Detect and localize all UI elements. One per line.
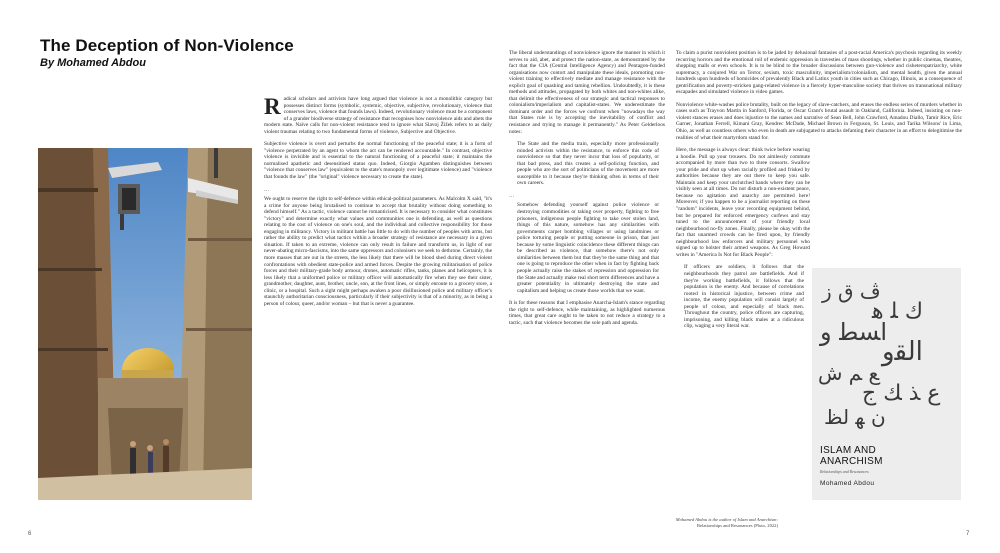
svg-text:ڤ ﻕ ز: ڤ ﻕ ز	[822, 279, 881, 303]
column1-paragraph-3: We ought to reserve the right to self-defence within ethical-political parameters. As Malcolm X said, "it's a crime for anyone being brutalised to continue to accept that brutality without doing something to defend himself." As a tactic, violence cannot be romanticised. It is necessary to consider what constitutes "victory" and determine exactly what values and communities one is defending, as well as questions relating to the cost of violence on one's soul, and the individual and collective responsibility for those engaging in militancy. Victory in militant battle has little to do with the number of peoples with arms, but rather the ability to predict what tactics within a broader strategy of resistance are necessary in a given situation. If taken to an extreme, violence can only result in failure and transform us, in light of our never-abating micro-fascisms, into the same oppressors and colonisers we seek to dethrone. Certainly, the more masses that are out in the streets, the less likely that there will be blood shed during direct violent confrontations with obedient state-police and armed forces. Despite the growing militarisation of police forces and their military-grade body armour, drones, automatic rifles, tanks, planes and helicopters, it is less likely that a uniformed police or military officer will automatically fire when they see their sister, grandmother, daughter, aunt, brother, uncle, son, at the front lines, or simply enroute to a grocery store, a clinic, or a hospital. Such a sight might perhaps awaken a poor disillusioned police and military officer's staunchly authoritarian consciousness, particularly if their subjectivity is that of a minority, as in being a person of colour, queer, and/or woman – but that is never a guarantee.	[264, 196, 492, 307]
column2-ellipsis: …	[509, 192, 515, 199]
book-subtitle: Relationships and Resonances	[820, 469, 869, 474]
column1-paragraph-2: Subjective violence is overt and perturbs the normal functioning of the peaceful state; it is a form of "violence perpetrated by an agent to whom the act can be rendered accountable." In contrast, objective violence is invisible and is essential to the natural functioning of a peaceful state; it maintains the normalised apathetic and desensitised status quo. Indeed, Giorgio Agamben distinguishes between "violence that conserves law" (equivalent to the state's monopoly over legitimate violence) and "violence that founds the law" (the "original" violence necessary to create the state).	[264, 141, 492, 181]
article-column-2	[509, 50, 665, 520]
caption-line-1: Mohamed Abdou is the author of Islam and Anarchism:	[675, 517, 778, 522]
article-column-1	[264, 96, 492, 516]
svg-text:ﺍﻟﻘﻭ: ﺍﻟﻘﻭ	[882, 337, 923, 367]
column1-paragraph-1	[264, 96, 492, 135]
svg-text:ﻙ ﻠ ﻫ: ﻙ ﻠ ﻫ	[872, 299, 924, 324]
svg-text:ﻉ ﺬ ﻚ ﺝ: ﻉ ﺬ ﻚ ﺝ	[862, 381, 941, 406]
arabic-calligraphy-art	[812, 268, 961, 440]
svg-text:ﻥ ﻬ ﻟﻆ: ﻥ ﻬ ﻟﻆ	[824, 405, 886, 429]
column3-quote: If officers are soldiers, it follows that the neighbourhoods they patrol are battlefields. And if they're working battlefields, it follows that the population is the enemy. And because of correlations rooted in historical injustice, between crime and income, the enemy population will consist largely of people of colour, and especially of black men. Throughout the country, police officers are capturing, imprisoning, and killing black males at a ridiculous clip, waging a very literal war.	[684, 264, 804, 330]
caption-line-2: Relationships and Resonances (Pluto, 2022)	[696, 522, 778, 528]
street-photo-illustration	[38, 148, 252, 500]
column2-quote-1: The State and the media train, especially more professionally minded activists within the resistance, to enforce this code of nonviolence so that they never incur that loss of popularity, or that bad press, and this creates a self-policing function, and people who are the sort of politicians of the movement are more susceptible to it because they're thinking often in terms of their own careers.	[517, 141, 659, 187]
drop-cap: R	[264, 96, 281, 119]
column3-paragraph-2: Nonviolence white-washes police brutality, built on the legacy of slave-catchers, and erases the endless series of murders whether in cases such as Trayvon Martin in Sanford, Florida, or Oscar Grant's brutal assault in Oakland, California. Indeed, insisting on non-violent stances erases and does injustice to the names and narrative of Sean Bell, John Crawford, Amadou Diallo, Tamir Rice, Eric Garner, Jonathan Ferrell, Kimani Gray, Kendrec McDade, Michael Brown in Ferguson, St. Louis, and Tarika Wilsons' in Lima, Ohio, as well as countless others who even in death are subjugated to attacks defaming their character in an effort to delegitimise the realities of what their martyrdom stand for.	[676, 101, 962, 141]
svg-text:ﻊ ﻢ ﺵ: ﻊ ﻢ ﺵ	[818, 361, 880, 385]
book-title	[820, 445, 883, 467]
book-title-line-1: ISLAM AND	[820, 445, 877, 456]
book-cover	[812, 268, 961, 500]
book-title-line-2: ANARCHISM	[820, 456, 883, 467]
article-byline: By Mohamed Abdou	[40, 57, 146, 69]
book-author: Mohamed Abdou	[820, 480, 875, 487]
article-photo	[38, 148, 252, 500]
column3-paragraph-3: Here, the message is always clear: think twice before wearing a hoodie. Pull up your trousers. Do not aimlessly commute accompanied by more than two to three consorts. Swallow your pride and shut up when racially profiled and frisked by authorities because they are out there to keep you safe. Maintain and keep your unclutched hands where they can be visibly seen at all times. Do not disturb a non-existent peace, because no agitation and anarchy are permitted here! Moreover, if you happen to be a journalist reporting on these "random" incidents, leave your recording equipment behind, but be prepared for enforced emergency curfews and stay tuned to the announcement of your friendly local neighbourhood no-fly zones. Finally, please be okay with the fact that unarmed crowds can be fired upon, by friendly neighbourhood law enforcers and military personnel who signed up to holster their armed weapons. As Greg Howard writes in "America Is Not for Black People":	[676, 147, 810, 258]
column3-paragraph-1: To claim a purist nonviolent position is to be jaded by delusional fantasies of a post-racial America's psychosis regarding its weekly recurring horrors and the emotional roil of endemic oppression in travesties of mass shootings, whether in public cinemas, theatres, shopping malls or even schools. It is to be blind to the broader discussions between gun-violence and cisheteropatriarchy, white supremacy, a conjured War on Terror, sexism, toxic masculinity, imperialism/colonialism, and mental health, given the annual hundreds upon hundreds of homicides of prevalently Black and Latinx youth in cities such as Chicago, Illinois, as a consequence of gentrification and poverty-stricken gang-related violence in a fiercely hyper-masculine society that thrives on transnational military escapades and simulated violence in video games.	[676, 50, 962, 96]
column2-quote-2: Somehow defending yourself against police violence or destroying commodities or taking over property, fighting to free prisoners, indigenous people fighting to take over stolen land, things of this nature, somehow has any similarities with governments carpet bombing villages or using landmines or police torturing people or putting someone in prison, that just because by some linguistic coincidence these different things can be described as violence, that somehow there's not only similarities between them but that they're the same thing and that one is going to reproduce the other when in fact by fighting back people actually raise the stakes of repression and oppression for the State and actually make real short term differences and have a greater potentiality in ultimately destroying the state and capitalism and helping us create those worlds that we want.	[517, 202, 659, 294]
page-number-right: 7	[966, 531, 970, 537]
column2-paragraph-1: The liberal understandings of nonviolence ignore the manner in which it serves to aid, abet, and protect the nation-state, as demonstrated by the fact that the CIA (Central Intelligence Agency) and Pentagon-funded organisations now contort and manipulate these ideals, promoting non-violent training to effectively mediate and manage resistance with the explicit goal of quashing and taming rebellion. Undoubtedly, it is these methods and attitudes, propagated by both whites and non-whites alike, that delimit the effectiveness of our strategic and tactical responses to colonialism/imperialism and capitalist-states. We underestimate the dominant order and the forces we confront when "nowadays the way that States rule is by accepting the inevitability of conflict and resistance and trying to manage it permanently." As Peter Gelderloos notes:	[509, 50, 665, 135]
page-number-left: 6	[28, 531, 32, 537]
article-title: The Deception of Non-Violence	[40, 36, 294, 55]
author-bio-caption	[548, 517, 778, 528]
column1-paragraph-1-text: adical scholars and activists have long argued that violence is not a monolithic category but possesses distinct forms (symbolic, systemic, objective, subjective, revolutionary, violence that conserves laws, violence that founds laws). Indeed, revolutionary violence must be a component of a grander biodiverse strategy of resistance that recognises how nonviolence aids and abets the modern state. Naïve calls for non-violent resistance tend to ignore what Slavoj Žižek refers to as daily violent traumas relating to two fundamental forms of violence, Subjective and Objective.	[264, 96, 492, 135]
column1-ellipsis: …	[264, 186, 270, 193]
column2-paragraph-2: It is for these reasons that I emphasise Anarcha-Islam's stance regarding the right to self-defence, while maintaining, as highlighted numerous times, that great care ought to be taken to not reduce a strategy to a tactic, such that violence becomes the sole path and agenda.	[509, 300, 665, 326]
svg-text:ﺍﺴﻄ ﻭ: ﺍﺴﻄ ﻭ	[820, 318, 887, 346]
